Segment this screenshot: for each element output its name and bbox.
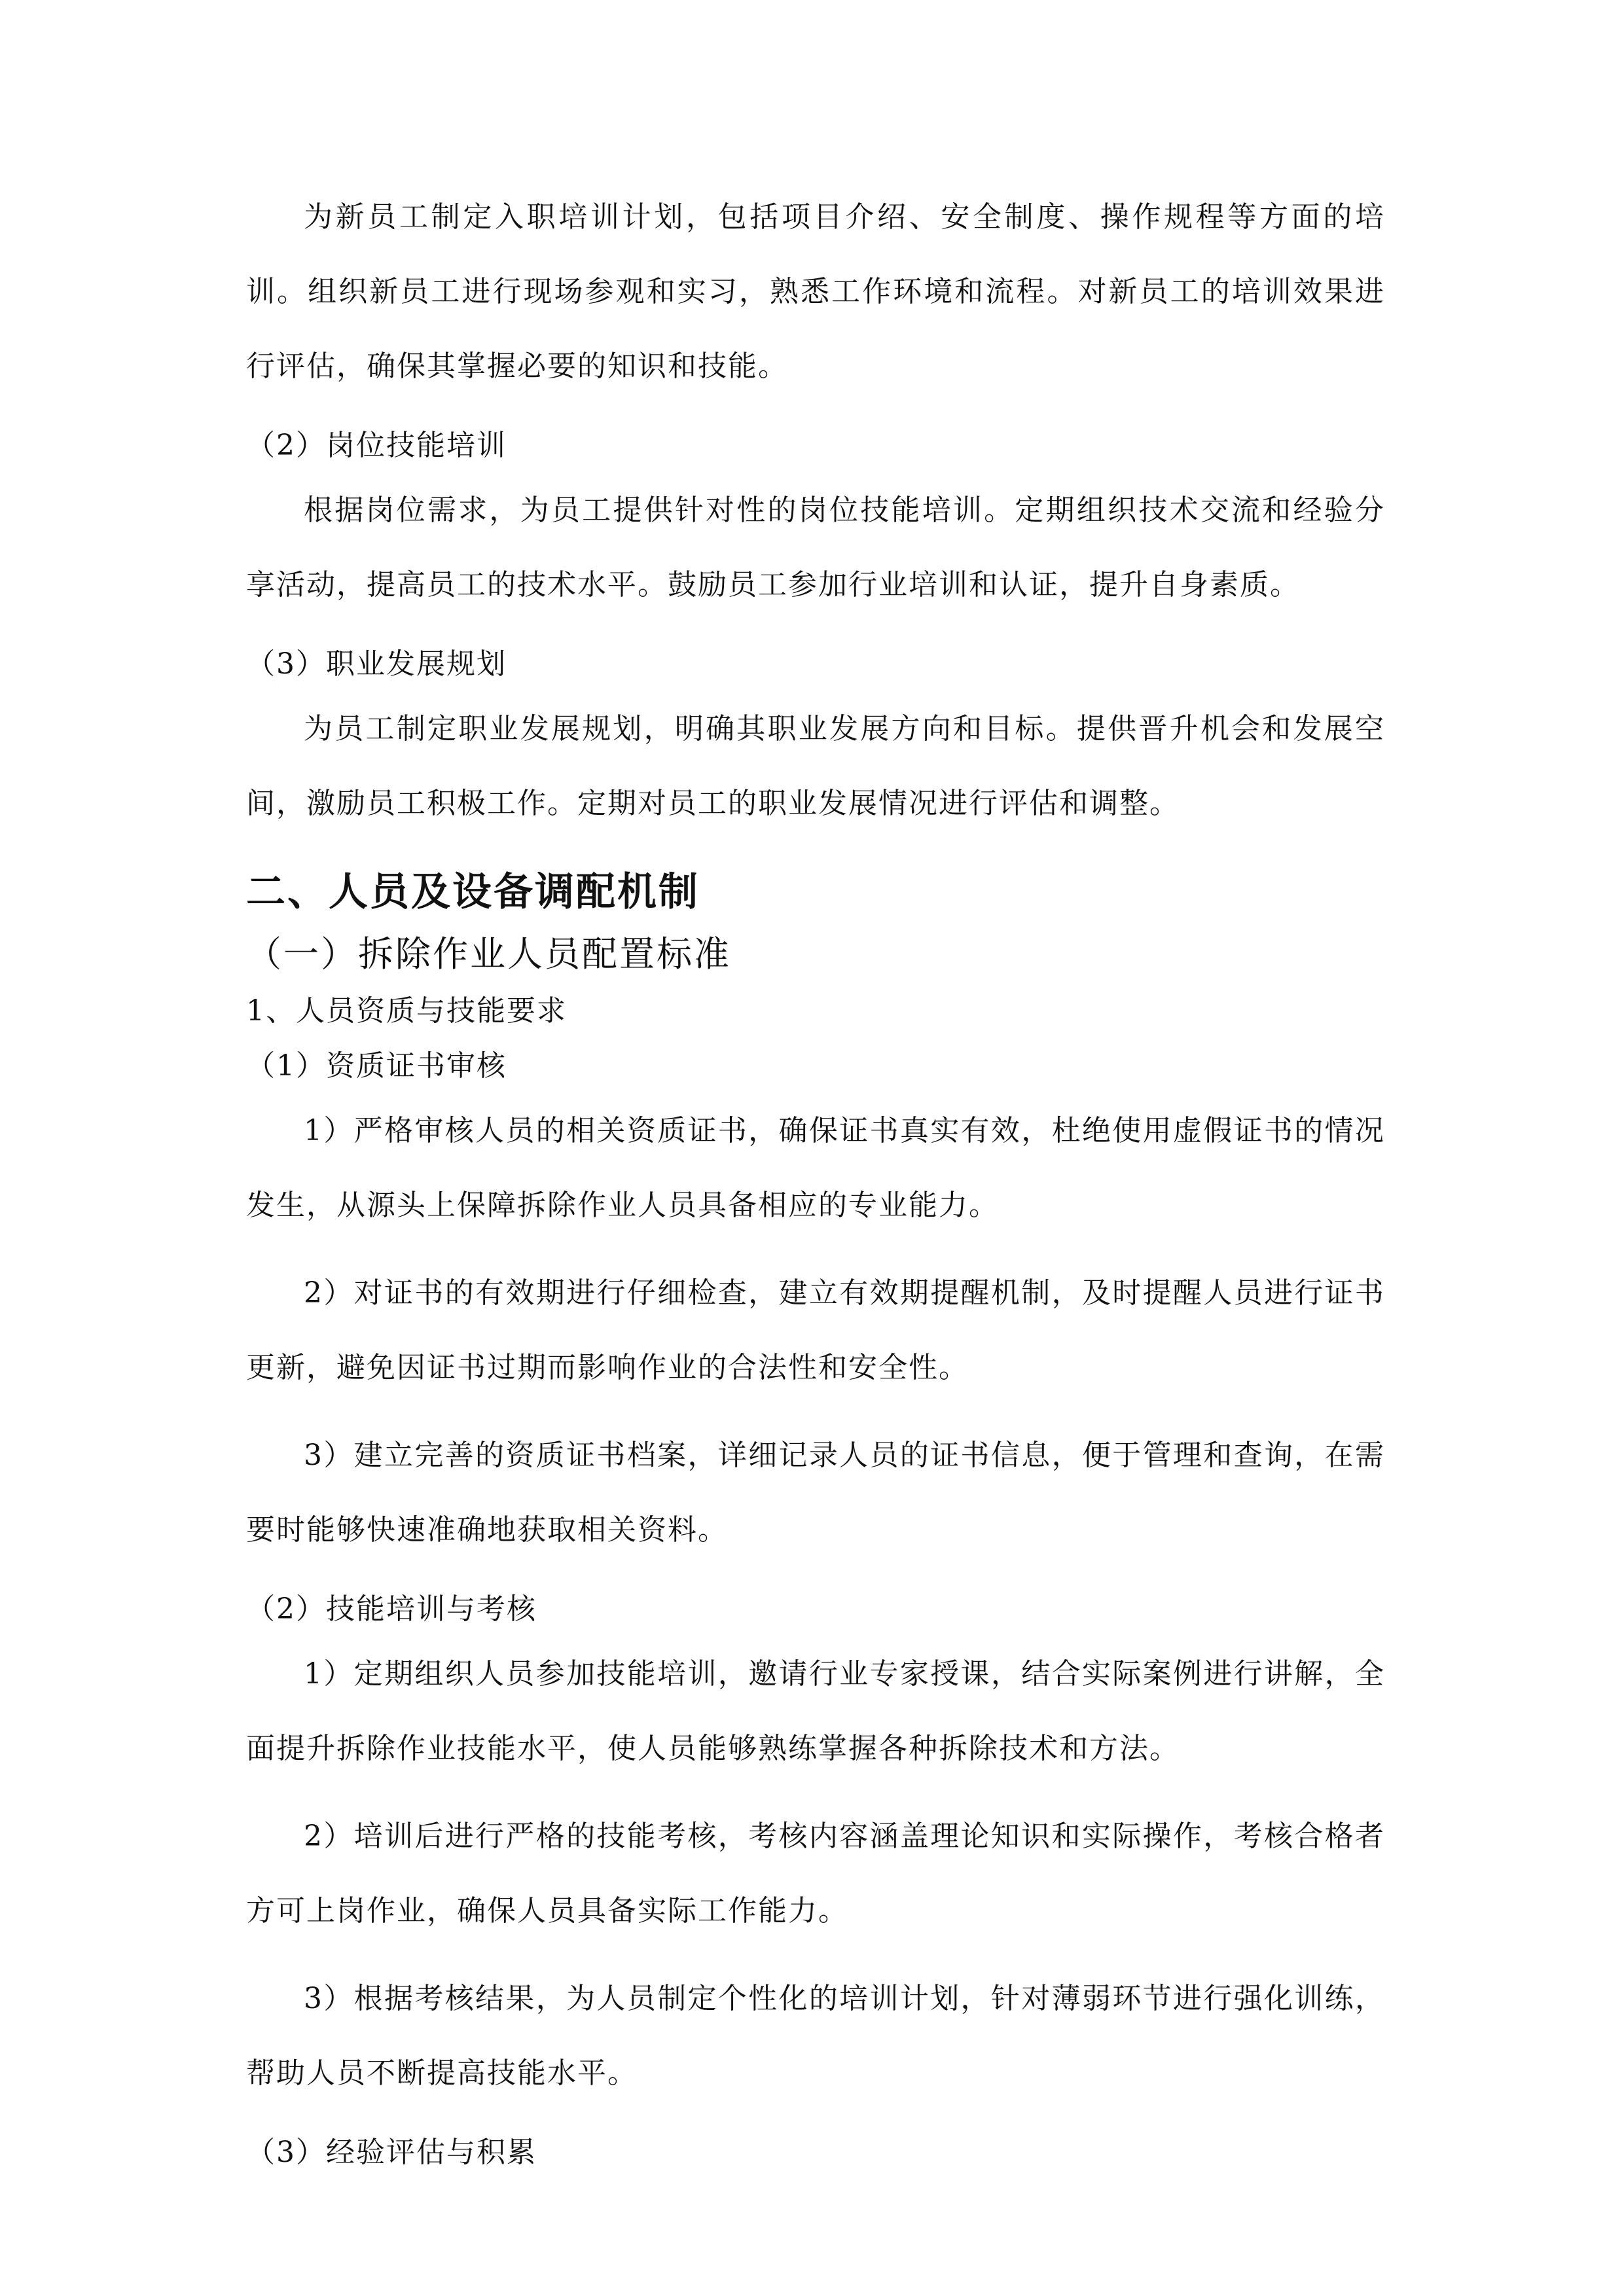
paragraph-job-skills: 根据岗位需求，为员工提供针对性的岗位技能培训。定期组织技术交流和经验分享活动，提高员工的技术水平。鼓励员工参加行业培训和认证，提升自身素质。 — [246, 493, 1385, 601]
subsection-title-experience-assessment: （3）经验评估与积累 — [246, 2136, 537, 2169]
paragraph-onboarding-training: 为新员工制定入职培训计划，包括项目介绍、安全制度、操作规程等方面的培训。组织新员工进行现场参观和实习，熟悉工作环境和流程。对新员工的培训效果进行评估，确保其掌握必要的知识和技能。 — [246, 200, 1385, 383]
paragraph-skill-training-1: 1）定期组织人员参加技能培训，邀请行业专家授课，结合实际案例进行讲解，全面提升拆除作业技能水平，使人员能够熟练掌握各种拆除技术和方法。 — [246, 1657, 1385, 1765]
paragraph-career-planning: 为员工制定职业发展规划，明确其职业发展方向和目标。提供晋升机会和发展空间，激励员工积极工作。定期对员工的职业发展情况进行评估和调整。 — [246, 712, 1385, 820]
paragraph-certificate-review-3: 3）建立完善的资质证书档案，详细记录人员的证书信息，便于管理和查询，在需要时能够快速准确地获取相关资料。 — [246, 1439, 1385, 1547]
subsection-title-career-planning: （3）职业发展规划 — [246, 647, 507, 681]
item-heading: 1、人员资质与技能要求 — [246, 994, 567, 1028]
subsection-title-job-skills: （2）岗位技能培训 — [246, 429, 507, 462]
paragraph-certificate-review-2: 2）对证书的有效期进行仔细检查，建立有效期提醒机制，及时提醒人员进行证书更新，避免因证书过期而影响作业的合法性和安全性。 — [246, 1276, 1385, 1384]
paragraph-skill-training-2: 2）培训后进行严格的技能考核，考核内容涵盖理论知识和实际操作，考核合格者方可上岗作业，确保人员具备实际工作能力。 — [246, 1820, 1385, 1928]
subsection-title-skill-training: （2）技能培训与考核 — [246, 1592, 537, 1626]
subsection-title-certificate-review: （1）资质证书审核 — [246, 1049, 507, 1083]
document-body — [246, 180, 1385, 2180]
paragraph-skill-training-3: 3）根据考核结果，为人员制定个性化的培训计划，针对薄弱环节进行强化训练，帮助人员不断提高技能水平。 — [246, 1982, 1385, 2090]
section-heading: 二、人员及设备调配机制 — [246, 869, 700, 915]
paragraph-certificate-review-1: 1）严格审核人员的相关资质证书，确保证书真实有效，杜绝使用虚假证书的情况发生，从源头上保障拆除作业人员具备相应的专业能力。 — [246, 1114, 1385, 1222]
subsection-heading: （一）拆除作业人员配置标准 — [246, 933, 731, 975]
